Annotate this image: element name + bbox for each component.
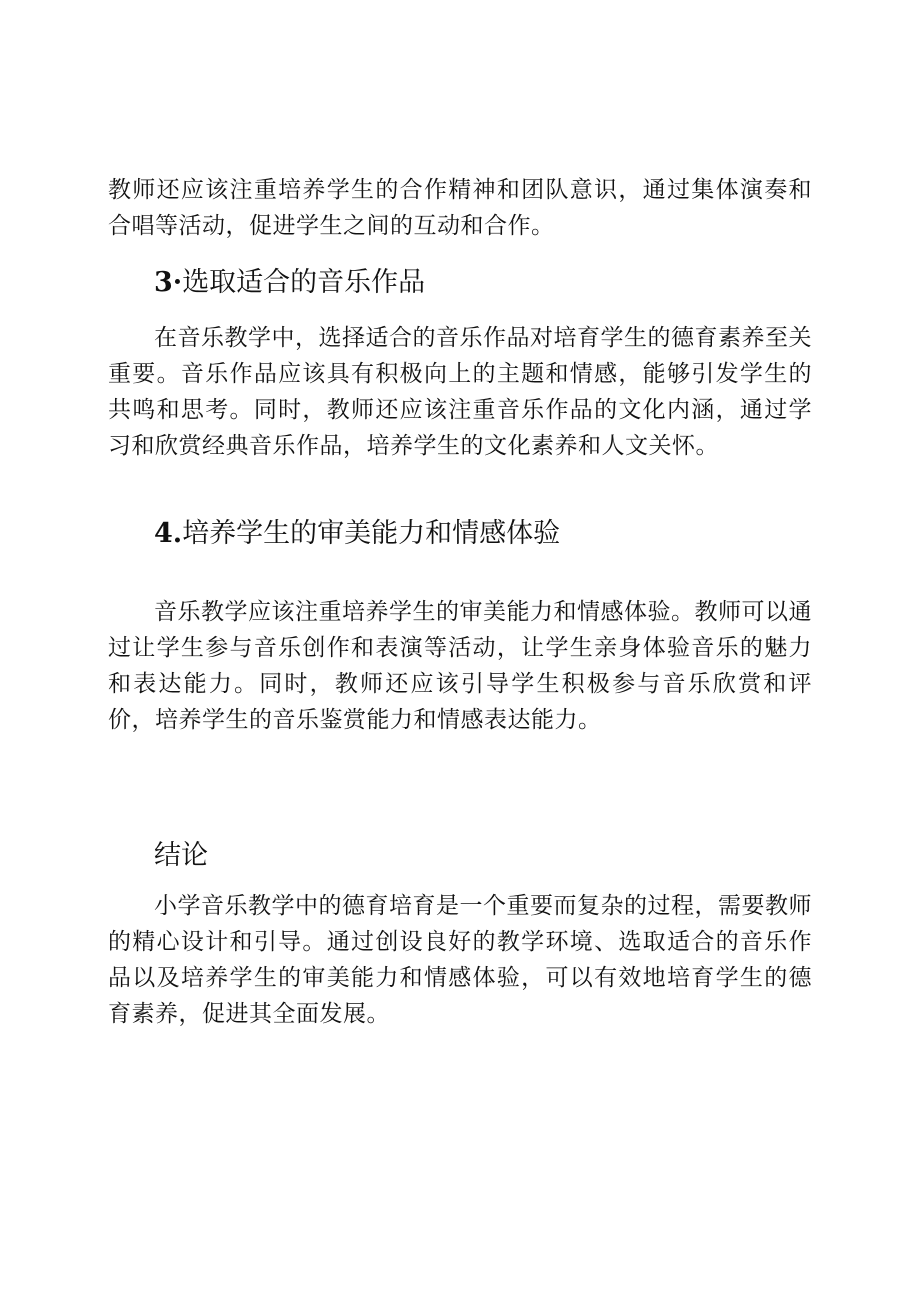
section-3-title: 选取适合的音乐作品 bbox=[182, 267, 426, 298]
section-3-paragraph: 在音乐教学中，选择适合的音乐作品对培育学生的德育素养至关重要。音乐作品应该具有积极向上的主题和情感，能够引发学生的共鸣和思考。同时，教师还应该注重音乐作品的文化内涵，通过学习和欣赏经典音乐作品，培养学生的文化素养和人文关怀。 bbox=[108, 325, 812, 459]
section-4-paragraph: 音乐教学应该注重培养学生的审美能力和情感体验。教师可以通过让学生参与音乐创作和表演等活动，让学生亲身体验音乐的魅力和表达能力。同时，教师还应该引导学生积极参与音乐欣赏和评价，培养学生的音乐鉴赏能力和情感表达能力。 bbox=[108, 599, 812, 733]
section-4-heading bbox=[154, 517, 560, 551]
section-3-number: 3· bbox=[154, 267, 183, 298]
conclusion-paragraph: 小学音乐教学中的德育培育是一个重要而复杂的过程，需要教师的精心设计和引导。通过创设良好的教学环境、选取适合的音乐作品以及培养学生的审美能力和情感体验，可以有效地培育学生的德育素养，促进其全面发展。 bbox=[108, 893, 812, 1027]
intro-continuation-paragraph: 教师还应该注重培养学生的合作精神和团队意识，通过集体演奏和合唱等活动，促进学生之间的互动和合作。 bbox=[108, 177, 812, 239]
conclusion-heading: 结论 bbox=[154, 840, 208, 871]
section-3-heading bbox=[154, 266, 425, 300]
section-4-number: 4. bbox=[154, 518, 183, 549]
section-4-title: 培养学生的审美能力和情感体验 bbox=[182, 518, 561, 549]
